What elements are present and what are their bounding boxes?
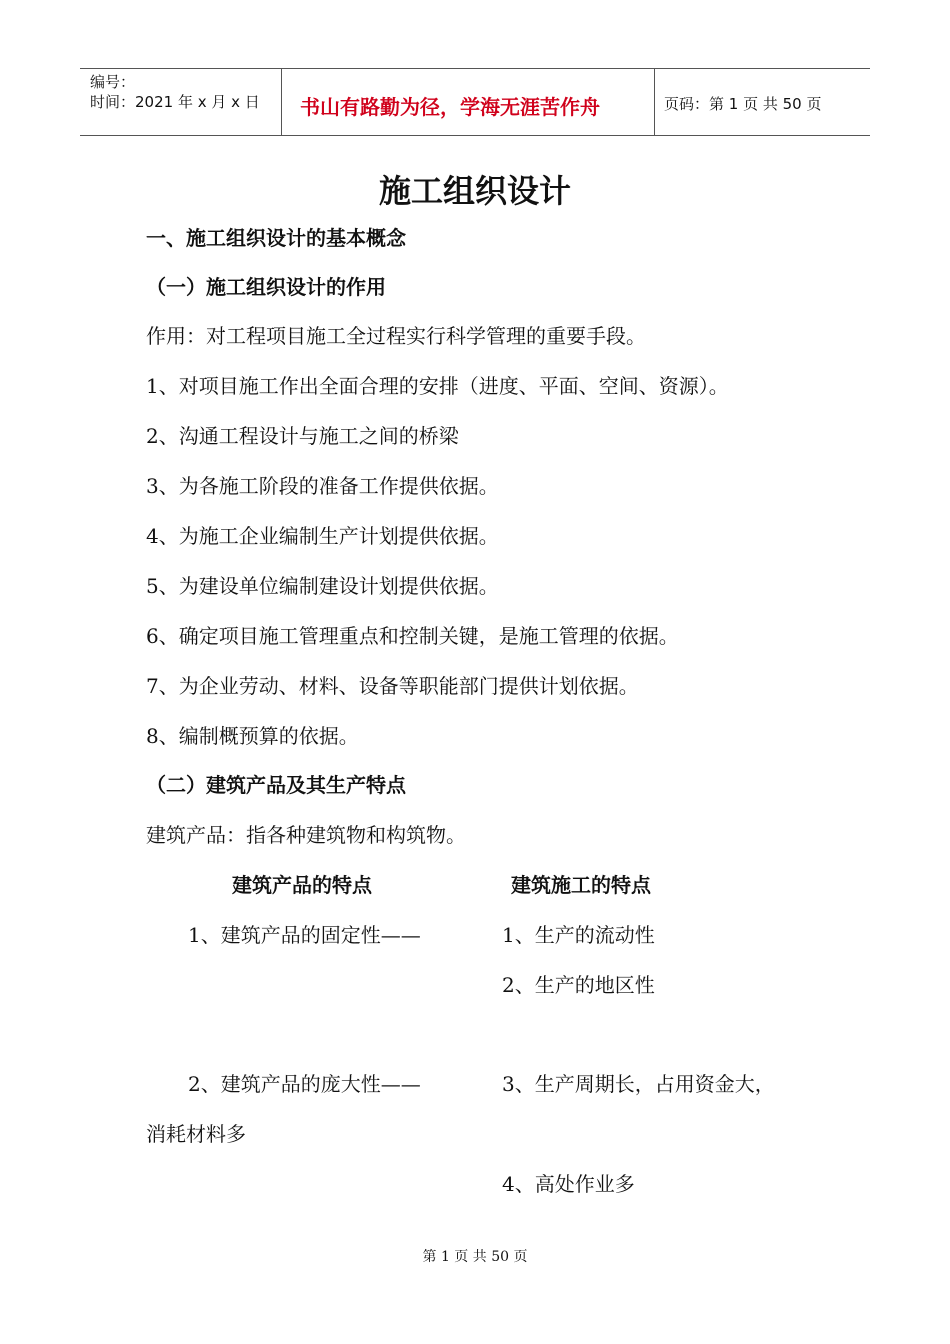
header-top-border xyxy=(80,68,870,69)
column-heading-construction: 建筑施工的特点 xyxy=(511,873,651,897)
construction-feature-item: 1、生产的流动性 xyxy=(502,923,655,947)
subsection-heading-1: （一）施工组织设计的作用 xyxy=(146,275,386,299)
header-page-info: 页码：第 1 页 共 50 页 xyxy=(664,95,822,113)
header-number-label: 编号： xyxy=(90,73,136,91)
list-item: 2、沟通工程设计与施工之间的桥梁 xyxy=(146,424,459,448)
header-time-label: 时间：2021 年 x 月 x 日 xyxy=(90,93,260,111)
paragraph-definition: 建筑产品：指各种建筑物和构筑物。 xyxy=(146,823,466,847)
header-bottom-border xyxy=(80,135,870,136)
header-motto: 书山有路勤为径，学海无涯苦作舟 xyxy=(300,95,600,119)
list-item: 6、确定项目施工管理重点和控制关键，是施工管理的依据。 xyxy=(146,624,679,648)
construction-feature-item: 2、生产的地区性 xyxy=(502,973,655,997)
list-item: 5、为建设单位编制建设计划提供依据。 xyxy=(146,574,499,598)
list-item: 8、编制概预算的依据。 xyxy=(146,724,359,748)
header-divider-2 xyxy=(654,68,655,136)
product-feature-item: 2、建筑产品的庞大性—— xyxy=(188,1072,421,1096)
list-item: 3、为各施工阶段的准备工作提供依据。 xyxy=(146,474,499,498)
subsection-heading-2: （二）建筑产品及其生产特点 xyxy=(146,773,406,797)
column-heading-product: 建筑产品的特点 xyxy=(232,873,372,897)
page-footer: 第 1 页 共 50 页 xyxy=(422,1249,528,1265)
construction-feature-item: 3、生产周期长，占用资金大， xyxy=(502,1072,775,1096)
construction-feature-item: 4、高处作业多 xyxy=(502,1172,635,1196)
list-item: 7、为企业劳动、材料、设备等职能部门提供计划依据。 xyxy=(146,674,639,698)
paragraph-intro: 作用：对工程项目施工全过程实行科学管理的重要手段。 xyxy=(146,324,646,348)
list-item: 1、对项目施工作出全面合理的安排（进度、平面、空间、资源）。 xyxy=(146,374,729,398)
document-title: 施工组织设计 xyxy=(378,172,571,210)
product-feature-continuation: 消耗材料多 xyxy=(146,1122,246,1146)
product-feature-item: 1、建筑产品的固定性—— xyxy=(188,923,421,947)
section-heading: 一、施工组织设计的基本概念 xyxy=(146,226,406,250)
header-divider-1 xyxy=(281,68,282,136)
list-item: 4、为施工企业编制生产计划提供依据。 xyxy=(146,524,499,548)
